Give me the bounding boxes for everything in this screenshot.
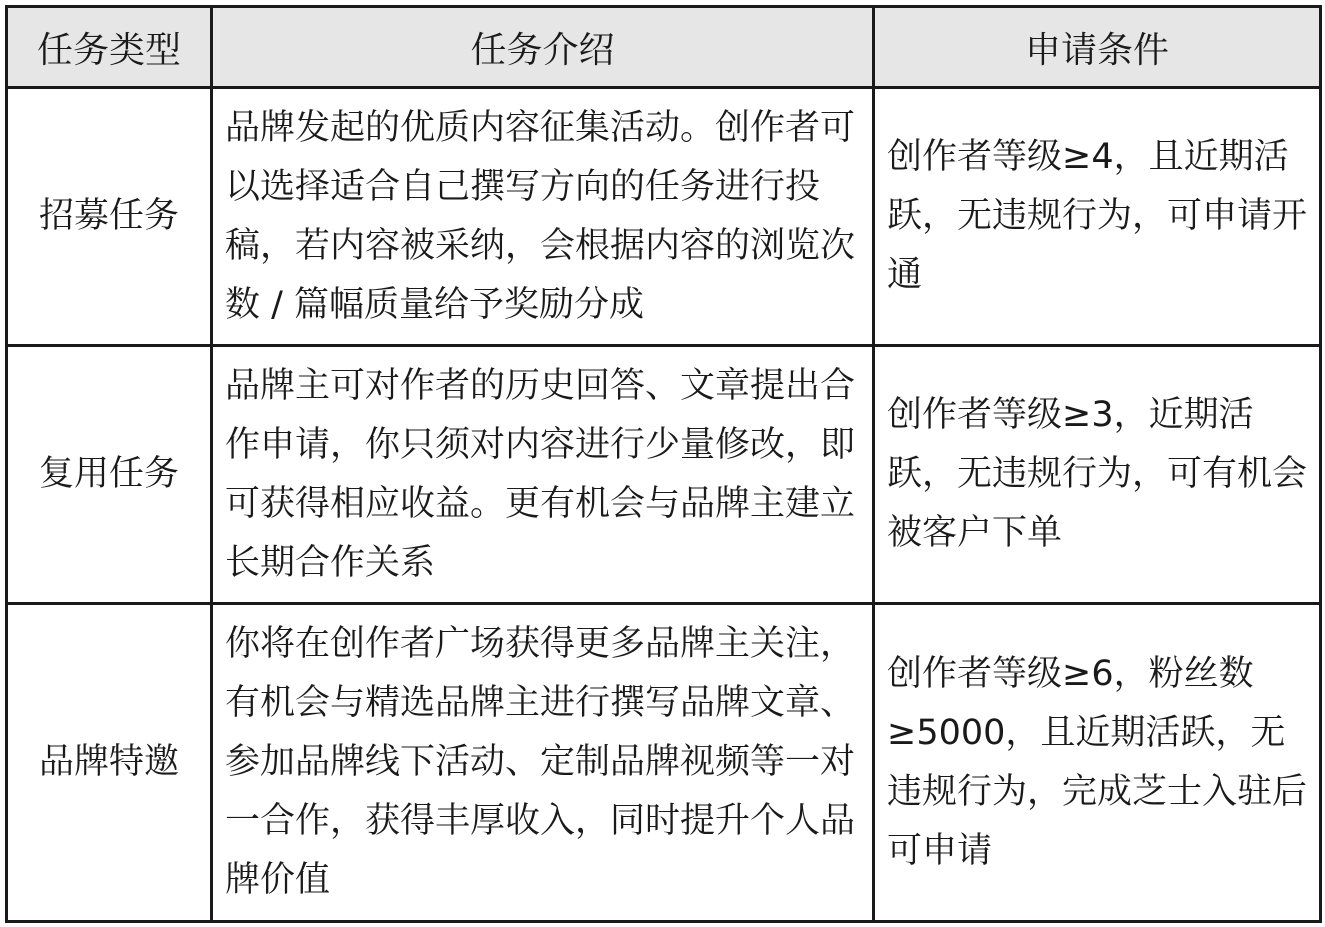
task-intro-cell: 品牌主可对作者的历史回答、文章提出合作申请，你只须对内容进行少量修改，即可获得相应收益。更有机会与品牌主建立长期合作关系: [212, 346, 874, 604]
header-task-type: 任务类型: [7, 7, 212, 88]
table-row: [7, 346, 1321, 604]
requirement-cell: 创作者等级≥3，近期活跃，无违规行为，可有机会被客户下单: [874, 346, 1321, 604]
task-intro-cell: 你将在创作者广场获得更多品牌主关注，有机会与精选品牌主进行撰写品牌文章、参加品牌线下活动、定制品牌视频等一对一合作，获得丰厚收入，同时提升个人品牌价值: [212, 604, 874, 922]
requirement-cell: 创作者等级≥4，且近期活跃，无违规行为，可申请开通: [874, 88, 1321, 346]
table-body: [7, 88, 1321, 922]
task-table: [5, 5, 1322, 923]
task-type-cell: 招募任务: [7, 88, 212, 346]
requirement-cell: 创作者等级≥6，粉丝数≥5000，且近期活跃，无违规行为，完成芝士入驻后可申请: [874, 604, 1321, 922]
table-row: [7, 88, 1321, 346]
task-type-cell: 复用任务: [7, 346, 212, 604]
header-requirements: 申请条件: [874, 7, 1321, 88]
header-task-intro: 任务介绍: [212, 7, 874, 88]
header-row: [7, 7, 1321, 88]
table-row: [7, 604, 1321, 922]
task-intro-cell: 品牌发起的优质内容征集活动。创作者可以选择适合自己撰写方向的任务进行投稿，若内容被采纳，会根据内容的浏览次数 / 篇幅质量给予奖励分成: [212, 88, 874, 346]
task-type-cell: 品牌特邀: [7, 604, 212, 922]
table-header: [7, 7, 1321, 88]
